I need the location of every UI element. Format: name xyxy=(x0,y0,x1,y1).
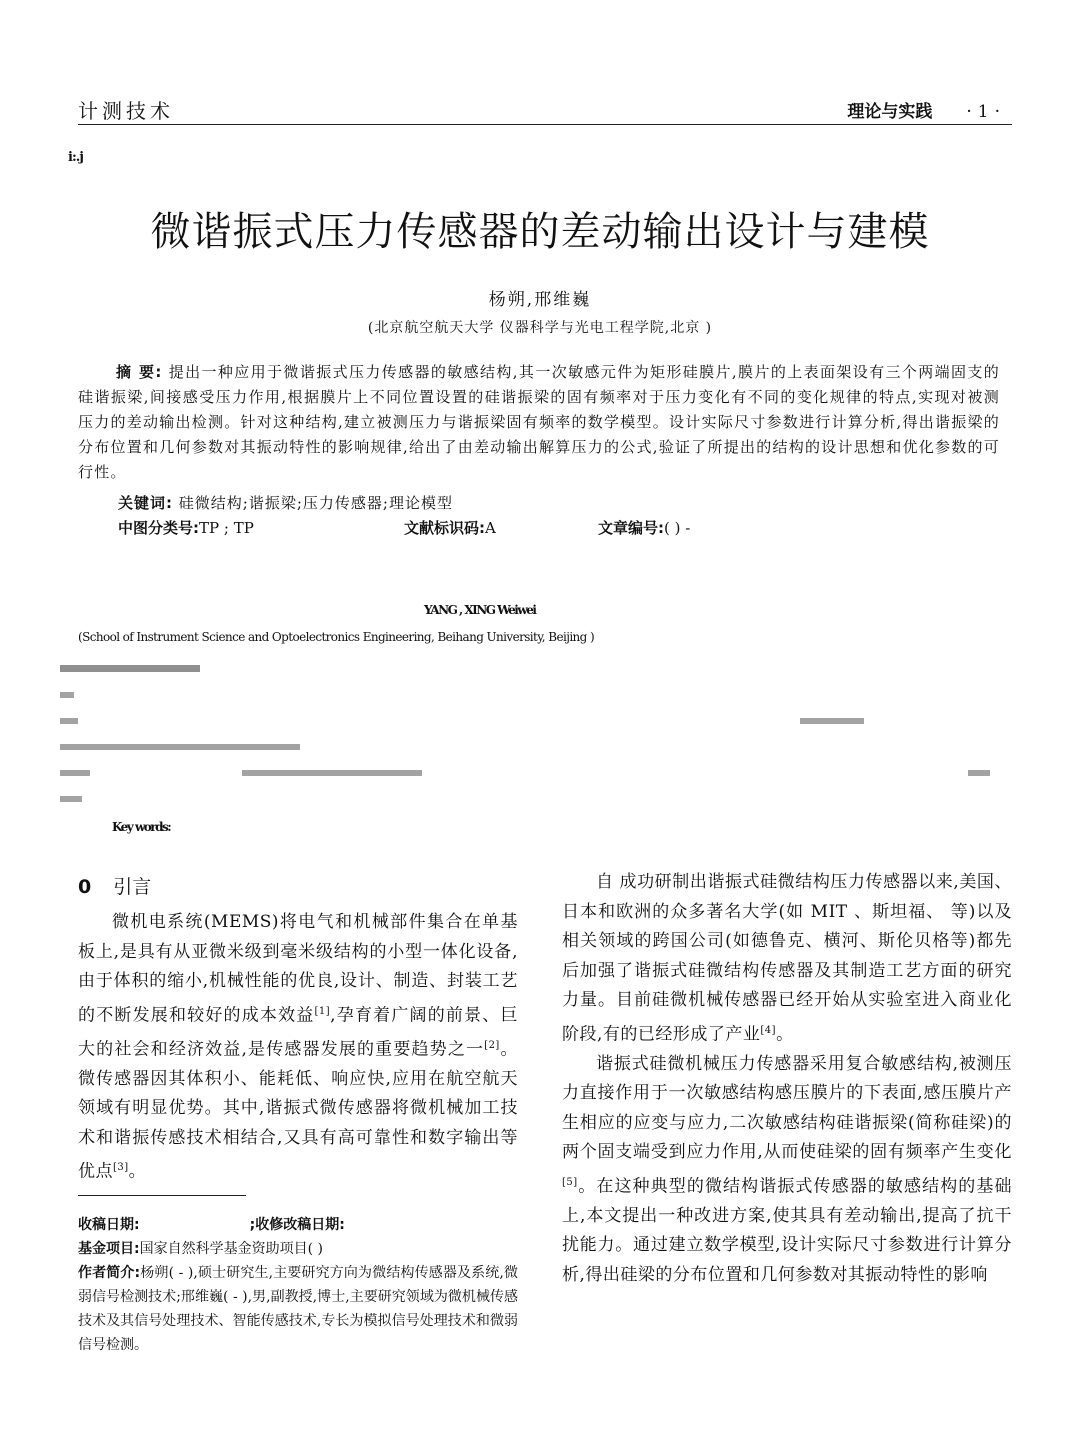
english-abstract-line-4 xyxy=(60,744,300,756)
abstract-label: 摘 要: xyxy=(116,363,163,381)
section-heading-intro xyxy=(78,872,151,899)
english-abstract-line-6 xyxy=(60,796,82,808)
citation: [2] xyxy=(484,1039,500,1051)
intro-right-paragraph-1: 自 成功研制出谐振式硅微结构压力传感器以来,美国、日本和欧洲的众多著名大学(如 MIT 、斯坦福、 等)以及相关领域的跨国公司(如德鲁克、横河、斯伦贝格等)都先后加强了谐振式硅微结构传感器及其制造工艺方面的研究力量。目前硅微机械传感器已经开始从实验室进入商业化阶段,有的已经形成了产业[4]。 xyxy=(562,872,1012,1045)
journal-name: 计测技术 xyxy=(78,99,174,123)
clc-label: 中图分类号: xyxy=(118,519,199,537)
english-affiliation: (School of Instrument Science and Optoelectronics Engineering, Beihang University, Beijing ) xyxy=(78,630,595,644)
article-no-label: 文章编号: xyxy=(598,519,664,537)
intro-right-paragraph-2: 谐振式硅微机械压力传感器采用复合敏感结构,被测压力直接作用于一次敏感结构感压膜片的下表面,感压膜片产生相应的应变与应力,二次敏感结构硅谐振梁(简称硅梁)的两个固支端受到应力作用,从而使硅梁的固有频率产生变化[5]。在这种典型的微结构谐振式传感器的敏感结构的基础上,本文提出一种改进方案,使其具有差动输出,提高了抗干扰能力。通过建立数学模型,设计实际尺寸参数进行计算分析,得出硅梁的分布位置和几何参数对其振动特性的影响 xyxy=(562,1053,1012,1285)
section-title: 引言 xyxy=(113,876,152,898)
doc-code-label: 文献标识码: xyxy=(404,519,485,537)
english-abstract-line-3 xyxy=(60,718,78,730)
abstract-text: 提出一种应用于微谐振式压力传感器的敏感结构,其一次敏感元件为矩形硅膜片,膜片的上表面架设有三个两端固支的硅谐振梁,间接感受压力作用,根据膜片上不同位置设置的硅谐振梁的固有频率对于压力变化有不同的变化规律的特点,实现对被测压力的差动输出检测。针对这种结构,建立被测压力与谐振梁固有频率的数学模型。设计实际尺寸参数进行计算分析,得出谐振梁的分布位置和几何参数对其振动特性的影响规律,给出了由差动输出解算压力的公式,验证了所提出的结构的设计思想和优化参数的可行性。 xyxy=(78,363,1000,481)
section-number: 0 xyxy=(78,876,92,898)
english-abstract-line-1 xyxy=(60,665,200,680)
clc-value: TP ; TP xyxy=(199,519,254,537)
keywords-text: 硅微结构;谐振梁;压力传感器;理论模型 xyxy=(178,494,453,512)
english-authors: YANG , XING Weiwei xyxy=(424,603,536,617)
citation: [3] xyxy=(113,1162,129,1174)
citation: [4] xyxy=(760,1024,777,1036)
english-abstract-line-5a xyxy=(60,770,90,782)
page-number: ·1· xyxy=(966,102,1006,122)
intro-right-column xyxy=(562,868,1012,1290)
intro-left-column: 微机电系统(MEMS)将电气和机械部件集合在单基板上,是具有从亚微米级到毫米级结构的小型一体化设备,由于体积的缩小,机械性能的优良,设计、制造、封装工艺的不断发展和较好的成本效益[1],孕育着广阔的前景、巨大的社会和经济效益,是传感器发展的重要趋势之一[2]。微传感器因其体积小、能耗低、响应快,应用在航空航天领域有明显优势。其中,谐振式微传感器将微机械加工技术和谐振传感技术相结合,又具有高可靠性和数字输出等优点[3]。 xyxy=(78,912,519,1182)
keywords xyxy=(118,492,453,513)
footnotes xyxy=(78,1213,518,1357)
fund-line: 基金项目:国家自然科学基金资助项目( ) xyxy=(78,1241,323,1257)
article-no-value: ( ) - xyxy=(664,519,691,537)
affiliation: (北京航空航天大学 仪器科学与光电工程学院,北京 ) xyxy=(367,320,713,336)
section-name: 理论与实践 xyxy=(847,102,933,122)
english-abstract-line-2 xyxy=(60,692,74,704)
english-abstract-line-5b xyxy=(242,770,422,782)
received-line: 收稿日期: ;收修改稿日期: xyxy=(78,1217,345,1233)
intro-left-text-c: 。微传感器因其体积小、能耗低、响应快,应用在航空航天领域有明显优势。其中,谐振式微传感器将微机械加工技术和谐振传感技术相结合,又具有高可靠性和数字输出等优点 xyxy=(78,1039,519,1182)
citation: [1] xyxy=(314,1005,331,1017)
english-abstract-line-5c xyxy=(968,770,990,782)
english-keywords-label: Key words: xyxy=(112,820,171,834)
paper-title: 微谐振式压力传感器的差动输出设计与建模 xyxy=(150,209,930,255)
keywords-label: 关键词: xyxy=(118,494,173,512)
doc-code-value: A xyxy=(485,519,496,537)
header-rule xyxy=(78,124,1012,125)
doi-fragment: i:.j xyxy=(68,150,83,165)
abstract xyxy=(78,360,1000,485)
intro-left-text-a: 微机电系统(MEMS)将电气和机械部件集合在单基板上,是具有从亚微米级到毫米级结构的小型一体化设备,由于体积的缩小,机械性能的优良,设计、制造、封装工艺的不断发展和较好的成本效益 xyxy=(78,912,518,1026)
running-header xyxy=(847,97,1006,122)
bio-line: 作者简介:杨朔( - ),硕士研究生,主要研究方向为微结构传感器及系统,微弱信号检测技术;邢维巍( - ),男,副教授,博士,主要研究领域为微机械传感技术及其信号处理技术、智能传感技术,专长为模拟信号处理技术和微弱信号检测。 xyxy=(78,1265,519,1353)
english-abstract-line-3b xyxy=(800,718,864,730)
citation: [5] xyxy=(562,1176,578,1188)
footnote-rule xyxy=(78,1195,246,1196)
authors: 杨朔,邢维巍 xyxy=(488,290,592,310)
intro-left-text-b: ,孕育着广阔的前景、巨大的社会和经济效益,是传感器发展的重要趋势之一 xyxy=(78,1005,518,1060)
